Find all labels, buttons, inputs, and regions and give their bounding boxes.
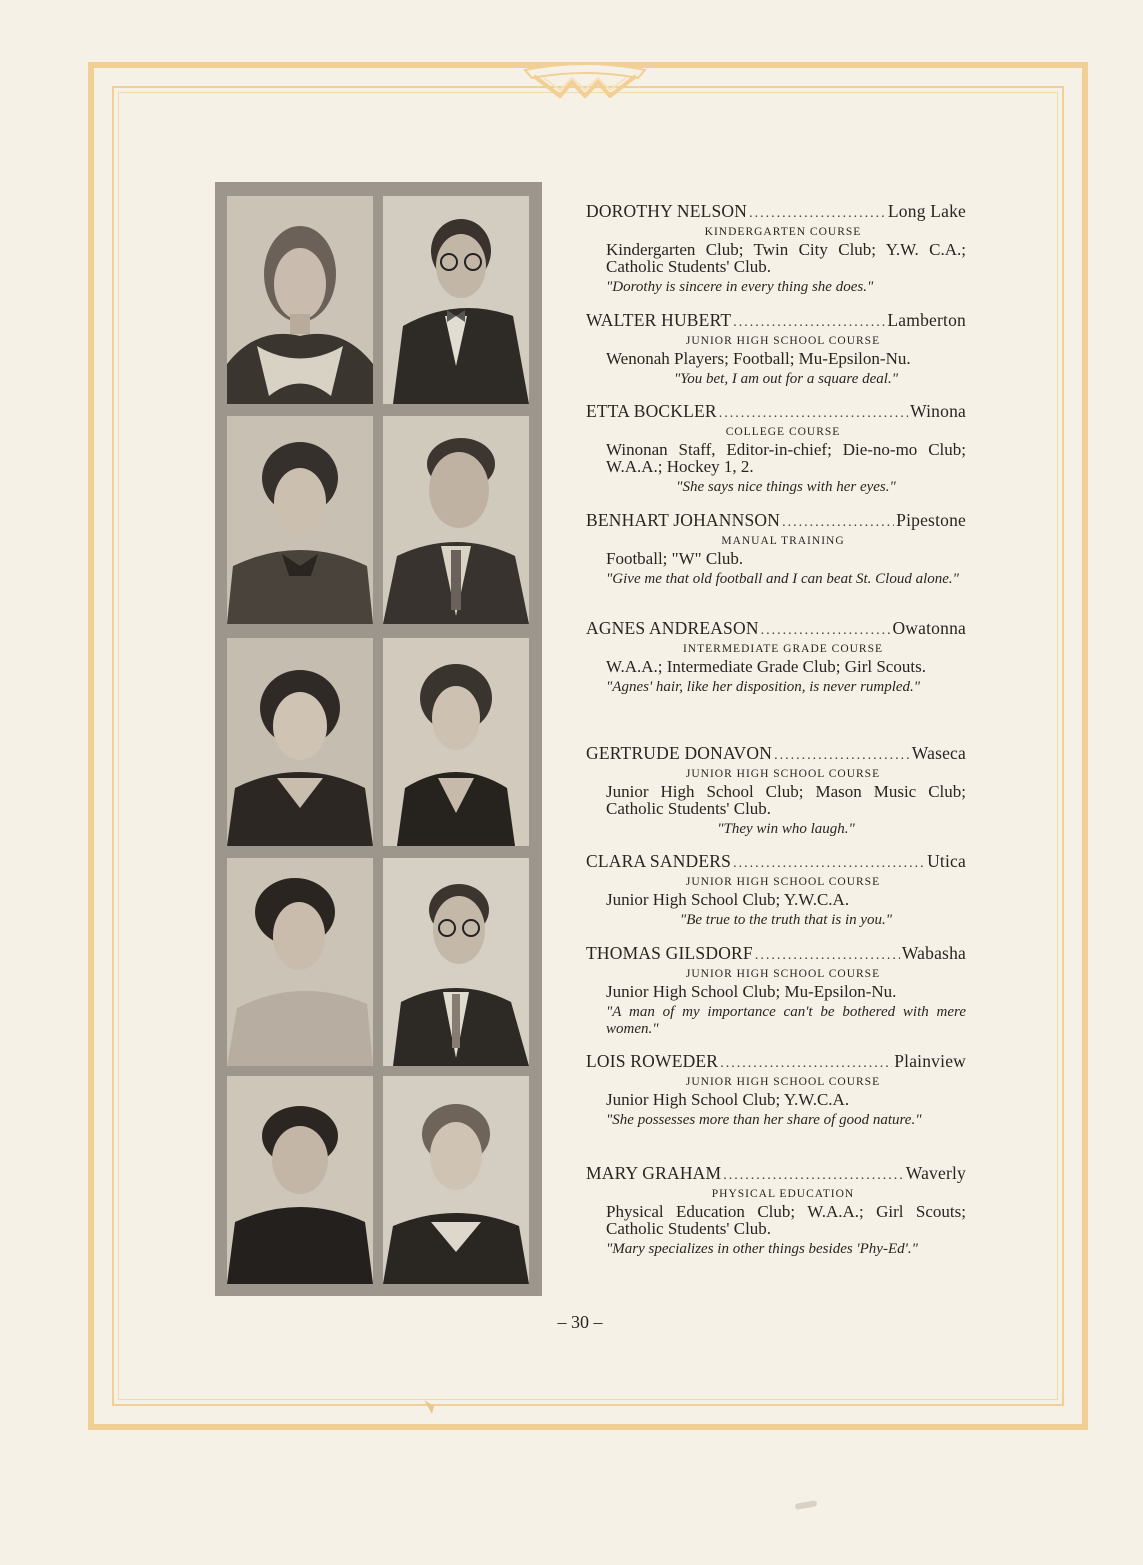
quote: "You bet, I am out for a square deal.": [674, 371, 898, 387]
course: KINDERGARTEN COURSE: [704, 226, 862, 238]
activities: W.A.A.; Intermediate Grade Club; Girl Scouts.: [606, 657, 926, 676]
leader-dots: [719, 404, 908, 424]
hometown: Wabasha: [901, 943, 966, 963]
course: JUNIOR HIGH SCHOOL COURSE: [685, 335, 881, 347]
entry-name-line: [586, 943, 966, 966]
portrait-mary-graham: [383, 1076, 529, 1284]
quote: "Agnes' hair, like her disposition, is never rumpled.": [606, 679, 921, 695]
entry-name-line: [586, 510, 966, 533]
hometown: Owatonna: [892, 618, 966, 638]
student-name: THOMAS GILSDORF: [586, 943, 753, 963]
student-name: MARY GRAHAM: [586, 1163, 722, 1183]
quote: "They win who laugh.": [717, 821, 855, 837]
activities: Winonan Staff, Editor-in-chief; Die-no-mo Club; W.A.A.; Hockey 1, 2.: [606, 440, 966, 476]
entry-dorothy-nelson: [586, 201, 966, 296]
entry-benhart-johannson: [586, 510, 966, 588]
activities: Kindergarten Club; Twin City Club; Y.W. C.A.; Catholic Students' Club.: [606, 240, 966, 276]
entry-etta-bockler: [586, 401, 966, 496]
student-name: AGNES ANDREASON: [586, 618, 759, 638]
leader-dots: [755, 946, 900, 966]
student-name: BENHART JOHANNSON: [586, 510, 781, 530]
portrait-benhart-johannson: [383, 416, 529, 624]
entry-name-line: [586, 310, 966, 333]
course: COLLEGE COURSE: [725, 426, 841, 438]
course: MANUAL TRAINING: [721, 535, 845, 547]
student-name: GERTRUDE DONAVON: [586, 743, 773, 763]
portrait-gertrude-donavon: [383, 638, 529, 846]
quote: "Be true to the truth that is in you.": [679, 912, 893, 928]
student-name: ETTA BOCKLER: [586, 401, 717, 421]
activities: Junior High School Club; Y.W.C.A.: [606, 1090, 850, 1109]
leader-dots: [761, 621, 891, 641]
course: JUNIOR HIGH SCHOOL COURSE: [685, 768, 881, 780]
leader-dots: [733, 313, 885, 333]
student-name: LOIS ROWEDER: [586, 1051, 719, 1071]
student-name: CLARA SANDERS: [586, 851, 732, 871]
quote: "She says nice things with her eyes.": [676, 479, 896, 495]
entry-name-line: [586, 401, 966, 424]
hometown: Utica: [927, 851, 966, 871]
entry-lois-roweder: [586, 1051, 966, 1129]
hometown: Lamberton: [887, 310, 966, 330]
portrait-thomas-gilsdorf: [383, 858, 529, 1066]
page-number: – 30 –: [557, 1312, 603, 1332]
hometown: Waverly: [905, 1163, 966, 1183]
quote: "A man of my importance can't be bothered with mere women.": [606, 1004, 966, 1037]
portrait-agnes-andreason: [227, 638, 373, 846]
quote: "Give me that old football and I can beat St. Cloud alone.": [606, 571, 959, 587]
entry-mary-graham: [586, 1163, 966, 1258]
activities: Junior High School Club; Mason Music Club; Catholic Students' Club.: [606, 782, 966, 818]
entry-thomas-gilsdorf: [586, 943, 966, 1038]
quote: "She possesses more than her share of good nature.": [606, 1112, 922, 1128]
activities: Wenonah Players; Football; Mu-Epsilon-Nu.: [606, 349, 911, 368]
portrait-walter-hubert: [383, 196, 529, 404]
course: JUNIOR HIGH SCHOOL COURSE: [685, 968, 881, 980]
portrait-clara-sanders: [227, 858, 373, 1066]
leader-dots: [749, 204, 886, 224]
hometown: Plainview: [894, 1051, 966, 1071]
activities: Football; "W" Club.: [606, 549, 744, 568]
leader-dots: [774, 746, 910, 766]
course: JUNIOR HIGH SCHOOL COURSE: [685, 876, 881, 888]
activities: Junior High School Club; Mu-Epsilon-Nu.: [606, 982, 897, 1001]
activities: Physical Education Club; W.A.A.; Girl Scouts; Catholic Students' Club.: [606, 1202, 966, 1238]
portrait-panel: [215, 182, 542, 1296]
course: PHYSICAL EDUCATION: [711, 1188, 855, 1200]
leader-dots: [733, 854, 925, 874]
entry-name-line: [586, 1051, 966, 1074]
leader-dots: [782, 513, 894, 533]
leader-dots: [720, 1054, 892, 1074]
entry-name-line: [586, 201, 966, 224]
entry-name-line: [586, 618, 966, 641]
entry-walter-hubert: [586, 310, 966, 388]
entry-agnes-andreason: [586, 618, 966, 696]
bottom-border-ornament-icon: [420, 1398, 444, 1418]
portrait-lois-roweder: [227, 1076, 373, 1284]
quote: "Mary specializes in other things besides 'Phy-Ed'.": [606, 1241, 918, 1257]
student-name: DOROTHY NELSON: [586, 201, 748, 221]
portrait-dorothy-nelson: [227, 196, 373, 404]
hometown: Long Lake: [887, 201, 966, 221]
hometown: Winona: [910, 401, 966, 421]
w-crest-icon: [520, 56, 650, 102]
entry-clara-sanders: [586, 851, 966, 929]
entry-name-line: [586, 1163, 966, 1186]
course: JUNIOR HIGH SCHOOL COURSE: [685, 1076, 881, 1088]
hometown: Waseca: [911, 743, 966, 763]
paper-smudge: [795, 1500, 818, 1510]
student-name: WALTER HUBERT: [586, 310, 732, 330]
activities: Junior High School Club; Y.W.C.A.: [606, 890, 850, 909]
entry-gertrude-donavon: [586, 743, 966, 838]
leader-dots: [723, 1166, 903, 1186]
quote: "Dorothy is sincere in every thing she does.": [606, 279, 874, 295]
course: INTERMEDIATE GRADE COURSE: [682, 643, 884, 655]
portrait-etta-bockler: [227, 416, 373, 624]
entry-name-line: [586, 743, 966, 766]
hometown: Pipestone: [896, 510, 966, 530]
entry-name-line: [586, 851, 966, 874]
